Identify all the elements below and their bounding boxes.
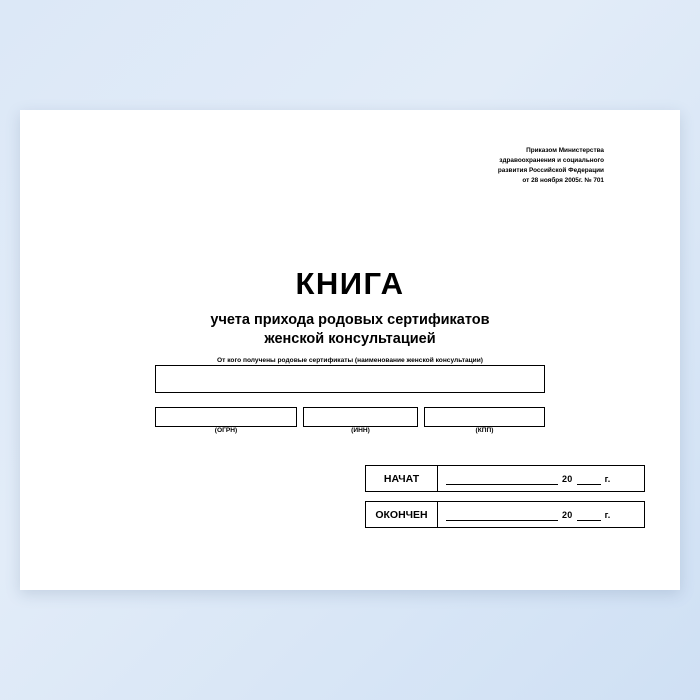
date-fields-block	[365, 465, 645, 537]
document-sheet	[20, 110, 680, 590]
order-note-line-1: Приказом Министерства	[526, 147, 604, 154]
ogrn-input[interactable]	[155, 407, 297, 427]
started-day-input[interactable]	[446, 473, 472, 485]
started-year-prefix: 20	[562, 473, 573, 484]
order-note-line-4: от 28 ноября 2005г. № 701	[522, 176, 604, 184]
page-subtitle-line-2: женской консультацией	[264, 331, 436, 348]
finished-year-suffix: г.	[604, 509, 611, 520]
finished-year-prefix: 20	[562, 509, 573, 520]
finished-year-input[interactable]	[577, 509, 601, 521]
finished-month-input[interactable]	[472, 509, 558, 521]
from-field-caption: От кого получены родовые сертификаты (наименование женской консультации)	[217, 357, 483, 364]
started-year-input[interactable]	[577, 473, 601, 485]
page-title: КНИГА	[295, 266, 405, 301]
document-page	[20, 110, 680, 590]
started-date-row	[365, 465, 645, 492]
order-note-line-3: развития Российской Федерации	[497, 166, 604, 174]
from-field-input[interactable]	[155, 365, 545, 393]
finished-date-fields[interactable]	[438, 502, 644, 527]
started-year-suffix: г.	[604, 473, 611, 484]
finished-date-row	[365, 501, 645, 528]
started-label: НАЧАТ	[366, 466, 438, 491]
kpp-input[interactable]	[424, 407, 545, 427]
started-date-fields[interactable]	[438, 466, 644, 491]
title-block	[20, 268, 680, 350]
finished-label: ОКОНЧЕН	[366, 502, 438, 527]
page-subtitle-line-1: учета прихода родовых сертификатов	[210, 311, 490, 328]
kpp-label: (КПП)	[475, 427, 494, 434]
ogrn-label: (ОГРН)	[214, 427, 238, 434]
inn-label: (ИНН)	[351, 427, 370, 434]
finished-day-input[interactable]	[446, 509, 472, 521]
started-month-input[interactable]	[472, 473, 558, 485]
order-note-line-2: здравоохранения и социального	[499, 156, 604, 164]
order-reference-note	[354, 146, 604, 186]
inn-input[interactable]	[303, 407, 418, 427]
